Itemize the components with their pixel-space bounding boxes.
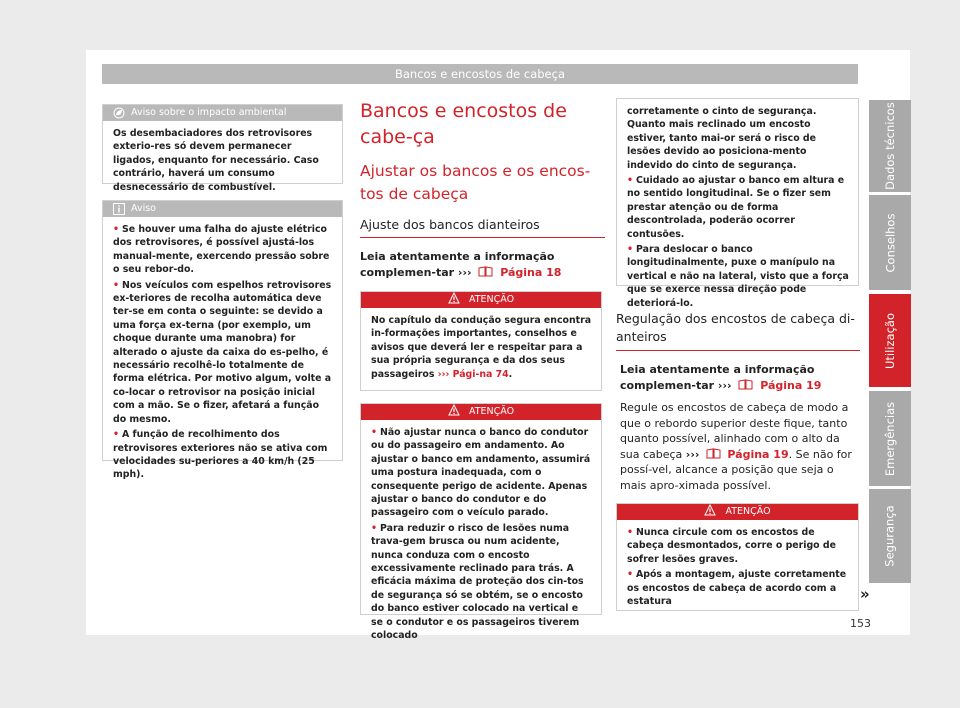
tab-dados-tecnicos[interactable]: [869, 100, 911, 192]
warning-bullet: [627, 568, 850, 608]
bullet-icon: •: [627, 175, 633, 187]
body-text: Regule os encostos de cabeça de modo a que o rebordo superior deste fique, tanto quanto possível, alinhado com o alto da sua cabeça: [620, 401, 849, 461]
book-icon: [706, 448, 721, 459]
reference-arrow: ›››: [457, 265, 472, 279]
body-paragraph: [620, 400, 860, 494]
bullet-icon: •: [627, 569, 633, 581]
warning-header: [617, 504, 858, 520]
reference-text: Leia atentamente a informação complemen-tar: [620, 363, 815, 392]
warning-title: ATENÇÃO: [468, 406, 515, 417]
section-heading-3b: Regulação dos encostos de cabeça di-anteiros: [616, 310, 860, 351]
warning-title: ATENÇÃO: [725, 506, 771, 517]
warning-box-1: [360, 291, 602, 391]
warning-header: [361, 292, 601, 308]
warning-bullet: [371, 522, 593, 643]
page-reference-link[interactable]: Página 19: [727, 447, 789, 461]
bullet-icon: •: [113, 429, 119, 441]
note-title: Aviso: [131, 203, 156, 214]
warning-bullet: [627, 526, 850, 566]
warning-title: ATENÇÃO: [468, 294, 515, 305]
warning-bullet: [627, 243, 850, 310]
warning-body: [361, 420, 601, 651]
page-reference-link[interactable]: Página 18: [500, 265, 562, 279]
warning-bullet-text: Cuidado ao ajustar o banco em altura e no sentido longitudinal. Se o fizer sem prestar atenção ou de forma descontrolada, poderão ocorrer contusões.: [627, 175, 845, 240]
bullet-icon: •: [627, 244, 633, 256]
section-heading-3: Ajuste dos bancos dianteiros: [360, 217, 605, 238]
warning-text: No capítulo da condução segura encontra in-formações importantes, conselhos e avisos que deverá ler e respeitar para a sua própria segurança e da dos seus passageiros: [371, 315, 592, 380]
bullet-icon: •: [113, 279, 119, 291]
environment-notice-box: [102, 104, 343, 193]
environment-notice-body: [103, 121, 342, 200]
book-icon: [478, 266, 493, 277]
note-body: [103, 217, 342, 490]
environment-notice-header: [103, 105, 342, 121]
warning-bullet-text: Nunca circule com os encostos de cabeça desmontados, corre o perigo de sofrer lesões graves.: [627, 527, 836, 565]
warning-bullet: [627, 174, 850, 241]
tab-label: Conselhos: [883, 213, 897, 272]
environment-notice-title: Aviso sobre o impacto ambiental: [131, 107, 287, 118]
warning-box-2: [360, 403, 602, 642]
bullet-icon: •: [113, 224, 119, 235]
note-bullet: [113, 223, 334, 277]
note-bullet-text: A função de recolhimento dos retrovisores exteriores não se ativa com velocidades su-periores a 40 km/h (25 mph).: [113, 429, 328, 481]
reference-arrow: ›››: [685, 447, 700, 461]
note-bullet: [113, 428, 334, 482]
continuation-text: corretamente o cinto de segurança. Quanto mais reclinado um encosto estiver, tanto mai-or será o risco de lesões devido ao posiciona-mento indevido do cinto de segurança.: [627, 106, 817, 171]
bullet-icon: •: [371, 522, 377, 534]
book-icon: [738, 379, 753, 390]
warning-bullet: [371, 426, 593, 520]
warning-bullet-text: Para deslocar o banco longitudinalmente, puxe o manípulo na vertical e não na lateral, visto que a força que se exerce nessa direção pode deteriorá-lo.: [627, 244, 849, 309]
warning-triangle-icon: [704, 504, 716, 516]
tab-label: Utilização: [883, 312, 898, 369]
warning-body: [617, 520, 858, 616]
section-heading-2: Ajustar os bancos e os encos-tos de cabeça: [360, 162, 591, 203]
tab-label: Dados técnicos: [883, 102, 898, 190]
tab-label: Emergências: [883, 401, 898, 476]
warning-text-end: .: [508, 368, 513, 380]
environment-notice-text: Os desembaciadores dos retrovisores exterio-res só devem permanecer ligados, enquanto for necessário. Caso contrário, haverá um consumo desnecessário de combustível.: [113, 128, 319, 193]
note-bullet-text: Nos veículos com espelhos retrovisores ex-teriores de recolha automática deve ter-se em conta o seguinte: se devido a uma força ex-terna (por exemplo, um choque durante uma manobra) for alterado o ajuste da caixa do es-pelho, é necessário recolhê-lo totalmente de forma elétrica. Por motivo algum, volte a co-locar o retrovisor na posição inicial com a mão. Se o fizer, afetará a função do mesmo.: [113, 279, 332, 425]
tab-label: Segurança: [883, 505, 897, 567]
warning-triangle-icon: [448, 404, 460, 416]
reference-paragraph: [620, 362, 860, 393]
tab-seguranca[interactable]: [869, 489, 911, 583]
warning-continuation-box: [616, 98, 859, 309]
reference-arrow: ›››: [437, 368, 450, 380]
page-reference-link[interactable]: Pági-na 74: [452, 368, 509, 380]
page-reference-link[interactable]: Página 19: [760, 378, 822, 392]
bullet-icon: •: [371, 427, 377, 438]
body-text-end: . Se não for possí-vel, alcance a posição que seja o mais apro-ximada possível.: [620, 447, 852, 492]
warning-triangle-icon: [448, 292, 460, 304]
continue-arrow-icon: »: [860, 585, 870, 603]
bullet-icon: •: [627, 527, 633, 538]
leaf-icon: [113, 107, 125, 119]
tab-conselhos[interactable]: [869, 195, 911, 290]
info-icon: [113, 203, 125, 215]
warning-continuation-body: [617, 99, 858, 318]
reference-paragraph: [360, 249, 605, 280]
note-box: [102, 200, 343, 481]
note-bullet-text: Se houver uma falha do ajuste elétrico dos retrovisores, é possível ajustá-los manual-mente, exercendo pressão sobre o seu rebor-do.: [113, 224, 330, 276]
reference-arrow: ›››: [717, 378, 732, 392]
note-bullet: [113, 279, 334, 426]
section-heading-1: Bancos e encostos de cabe-ça: [360, 100, 567, 148]
warning-bullet-text: Para reduzir o risco de lesões numa trava-gem brusca ou num acidente, nunca conduza com o encosto excessivamente reclinado para trás. A eficácia máxima de proteção dos cin-tos de segurança só se obtém, se o encosto do banco estiver colocado na vertical e se o condutor e os passageiros tiverem colocado: [371, 522, 584, 642]
warning-body: [361, 308, 601, 387]
tab-utilizacao[interactable]: [869, 294, 911, 387]
reference-text: Leia atentamente a informação complemen-tar: [360, 250, 555, 279]
warning-box-3: [616, 503, 859, 611]
page-number: 153: [850, 617, 871, 630]
warning-bullet-text: Não ajustar nunca o banco do condutor ou do passageiro em andamento. Ao ajustar o banco em andamento, assumirá uma postura inadequada, com o consequente perigo de acidente. Apenas ajustar o banco do condutor e do passageiro com o veículo parado.: [371, 427, 591, 519]
warning-bullet-text: Após a montagem, ajuste corretamente os encostos de cabeça de acordo com a estatura: [627, 569, 847, 608]
page-header: Bancos e encostos de cabeça: [102, 64, 858, 84]
note-header: [103, 201, 342, 217]
tab-emergencias[interactable]: [869, 391, 911, 486]
warning-header: [361, 404, 601, 420]
